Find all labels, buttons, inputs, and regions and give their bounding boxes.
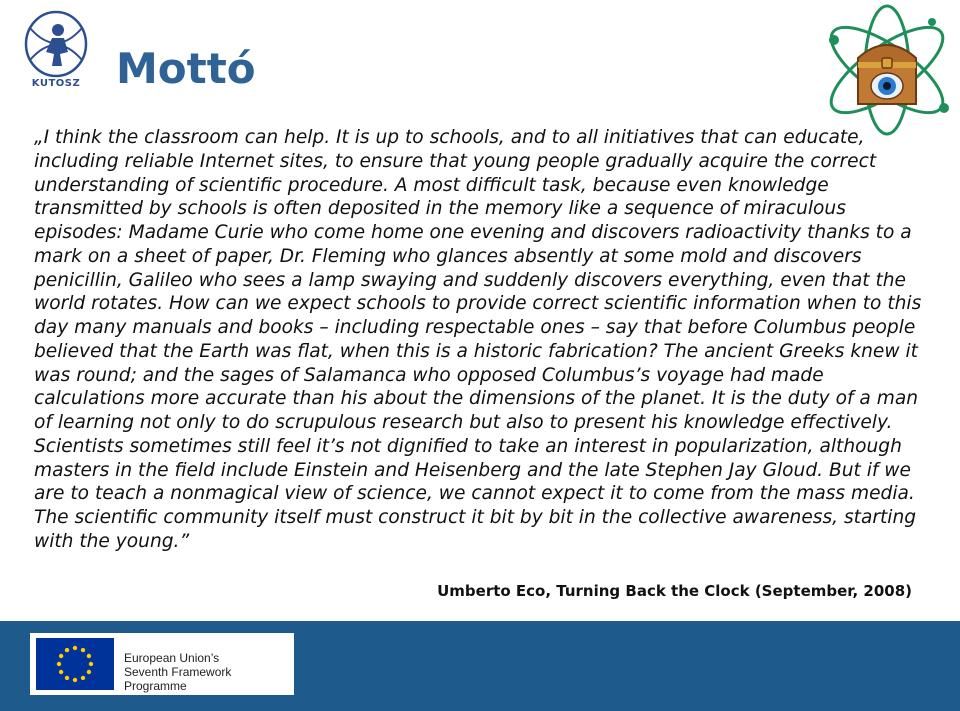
eu-label-line-2: Seventh Framework Programme: [124, 665, 232, 693]
page-title: Mottó: [116, 44, 256, 93]
atom-treasure-chest-logo-icon: [814, 0, 960, 140]
footer-band: [0, 621, 960, 711]
eco-quote: „I think the classroom can help. It is up to schools, and to all initiatives that can educate, including reliable Internet sites, to ensure that young people gradually acquire the correct understanding of scientific procedure. A most difficult task, because even knowledge transmitted by schools is often deposited in the memory like a sequence of miraculous episodes: Madame Curie who come home one evening and discovers radioactivity thanks to a mark on a sheet of paper, Dr. Fleming who glances absently at some mold and discovers penicillin, Galileo who sees a lamp swaying and suddenly discovers everything, even that the world rotates. How can we expect schools to provide correct scientific information when to this day many manuals and books – including respectable ones – say that before Columbus people believed that the Earth was flat, when this is a historic fabrication? The ancient Greeks knew it was round; and the sages of Salamanca who opposed Columbus’s voyage had made calculations more accurate than his about the dimensions of the planet. It is the duty of a man of learning not only to do scrupulous research but also to present his knowledge effectively. Scientists sometimes still feel it’s not dignified to take an interest in popularization, although masters in the field include Einstein and Heisenberg and the late Stephen Jay Gloud. But if we are to teach a nonmagical view of science, we cannot expect it to come from the mass media. The scientific community itself must construct it bit by bit in the collective awareness, starting with the young.”: [34, 127, 922, 552]
eu-label-line-1: European Union’s: [124, 651, 220, 665]
eu-flag-icon: [36, 638, 114, 690]
eu-programme-label: [124, 651, 294, 693]
kutosz-logo-text: KUTOSZ: [31, 78, 81, 89]
kutosz-logo: [16, 8, 96, 94]
eu-funding-badge: [30, 633, 294, 695]
kutosz-logo-icon: [16, 8, 96, 80]
quote-attribution: Umberto Eco, Turning Back the Clock (September, 2008): [437, 582, 912, 600]
